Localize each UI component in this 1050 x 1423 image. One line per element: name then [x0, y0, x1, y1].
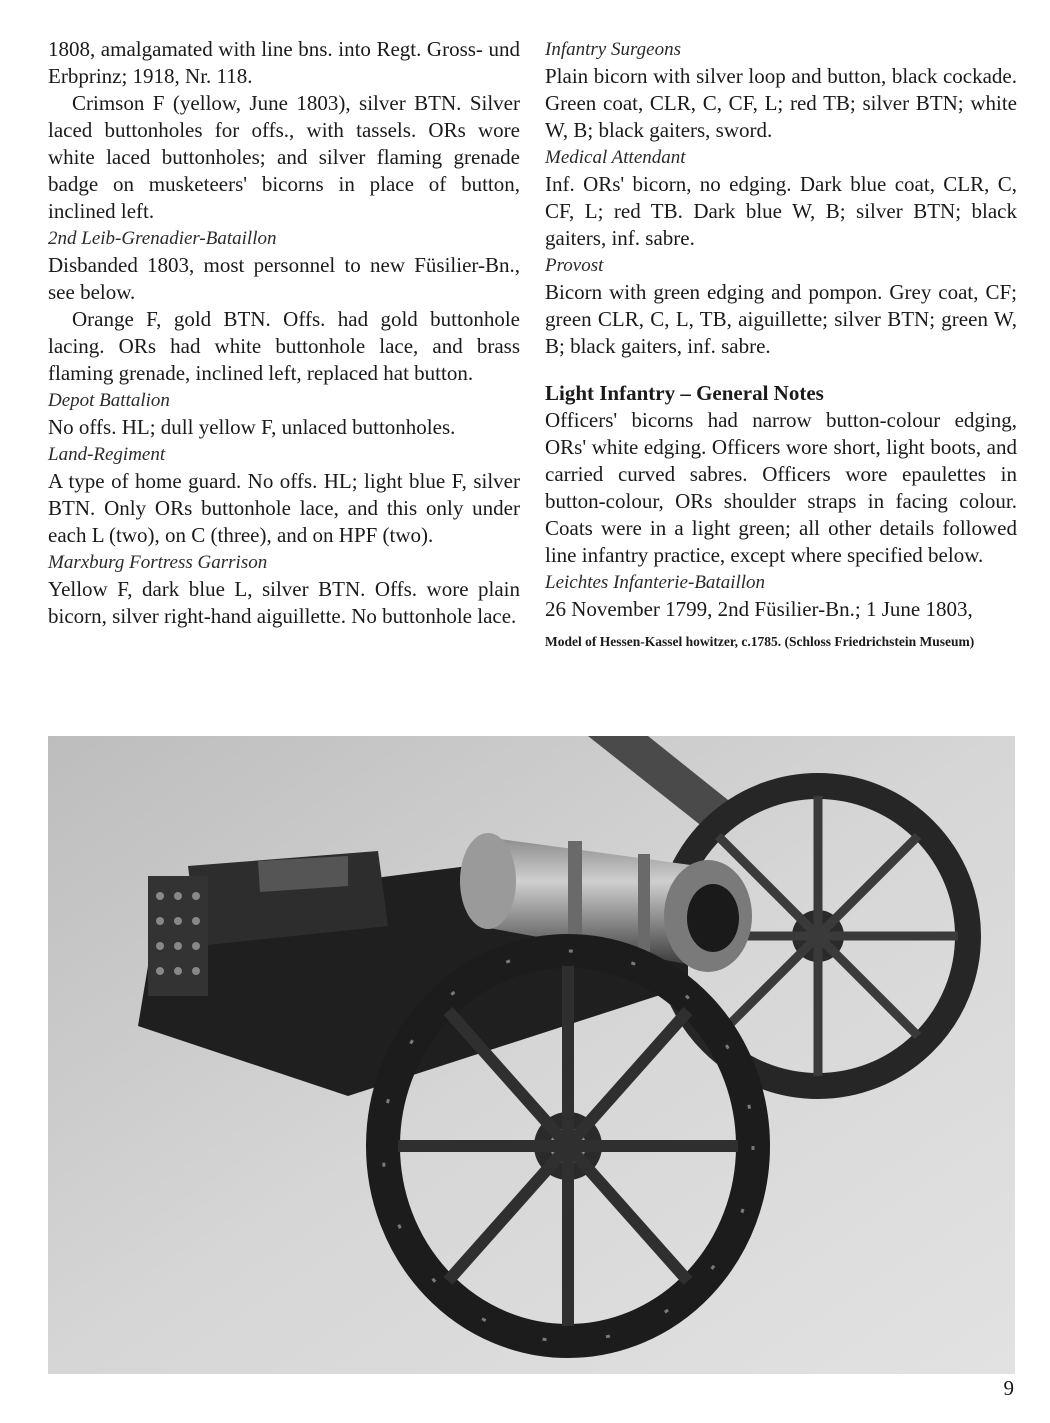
- text-paragraph: Yellow F, dark blue L, silver BTN. Offs. wore plain bicorn, silver right-hand aiguillette. No buttonhole lace.: [48, 577, 520, 628]
- figure-caption: Model of Hessen-Kassel howitzer, c.1785. (Schloss Friedrichstein Museum): [545, 634, 975, 649]
- text-paragraph: Orange F, gold BTN. Offs. had gold buttonhole lacing. ORs had white buttonhole lace, and brass flaming grenade, inclined left, replaced hat button.: [48, 307, 520, 385]
- text-paragraph: Officers' bicorns had narrow button-colour edging, ORs' white edging. Officers wore short, light boots, and carried curved sabres. Officers wore epaulettes in button-colour, ORs shoulder straps in facing colour. Coats were in a light green; all other details followed line infantry practice, except where specified below.: [545, 408, 1017, 567]
- left-column: [48, 36, 520, 630]
- right-column: [545, 36, 1017, 651]
- unit-subheading: Land-Regiment: [48, 444, 166, 465]
- text-paragraph: 26 November 1799, 2nd Füsilier-Bn.; 1 June 1803,: [545, 597, 973, 621]
- text-paragraph: Inf. ORs' bicorn, no edging. Dark blue coat, CLR, C, CF, L; red TB. Dark blue W, B; silver BTN; black gaiters, inf. sabre.: [545, 172, 1017, 250]
- text-paragraph: Plain bicorn with silver loop and button, black cockade. Green coat, CLR, C, CF, L; red TB; silver BTN; white W, B; black gaiters, sword.: [545, 64, 1017, 142]
- unit-subheading: Medical Attendant: [545, 147, 686, 168]
- howitzer-photo: [48, 736, 1015, 1374]
- front-wheel: [383, 951, 753, 1341]
- howitzer-model-illustration: [48, 736, 1015, 1374]
- unit-subheading: Provost: [545, 255, 604, 276]
- text-paragraph: Crimson F (yellow, June 1803), silver BTN. Silver laced buttonholes for offs., with tassels. ORs wore white laced buttonholes; and silver flaming grenade badge on musketeers' bicorns in place of button, inclined left.: [48, 91, 520, 223]
- text-paragraph: Disbanded 1803, most personnel to new Füsilier-Bn., see below.: [48, 253, 520, 304]
- text-paragraph: Bicorn with green edging and pompon. Grey coat, CF; green CLR, C, L, TB, aiguillette; silver BTN; green W, B; black gaiters, inf. sabre.: [545, 280, 1017, 358]
- unit-subheading: Depot Battalion: [48, 390, 170, 411]
- unit-subheading: 2nd Leib-Grenadier-Bataillon: [48, 228, 277, 249]
- text-paragraph: A type of home guard. No offs. HL; light blue F, silver BTN. Only ORs buttonhole lace, and this only under each L (two), on C (three), and on HPF (two).: [48, 469, 520, 547]
- unit-subheading: Marxburg Fortress Garrison: [48, 552, 268, 573]
- text-paragraph: No offs. HL; dull yellow F, unlaced buttonholes.: [48, 415, 456, 439]
- section-heading: Light Infantry – General Notes: [545, 381, 824, 405]
- unit-subheading: Infantry Surgeons: [545, 39, 681, 60]
- unit-subheading: Leichtes Infanterie-Bataillon: [545, 572, 766, 593]
- text-paragraph: 1808, amalgamated with line bns. into Regt. Gross- und Erbprinz; 1918, Nr. 118.: [48, 37, 520, 88]
- page-number: 9: [1003, 1376, 1014, 1400]
